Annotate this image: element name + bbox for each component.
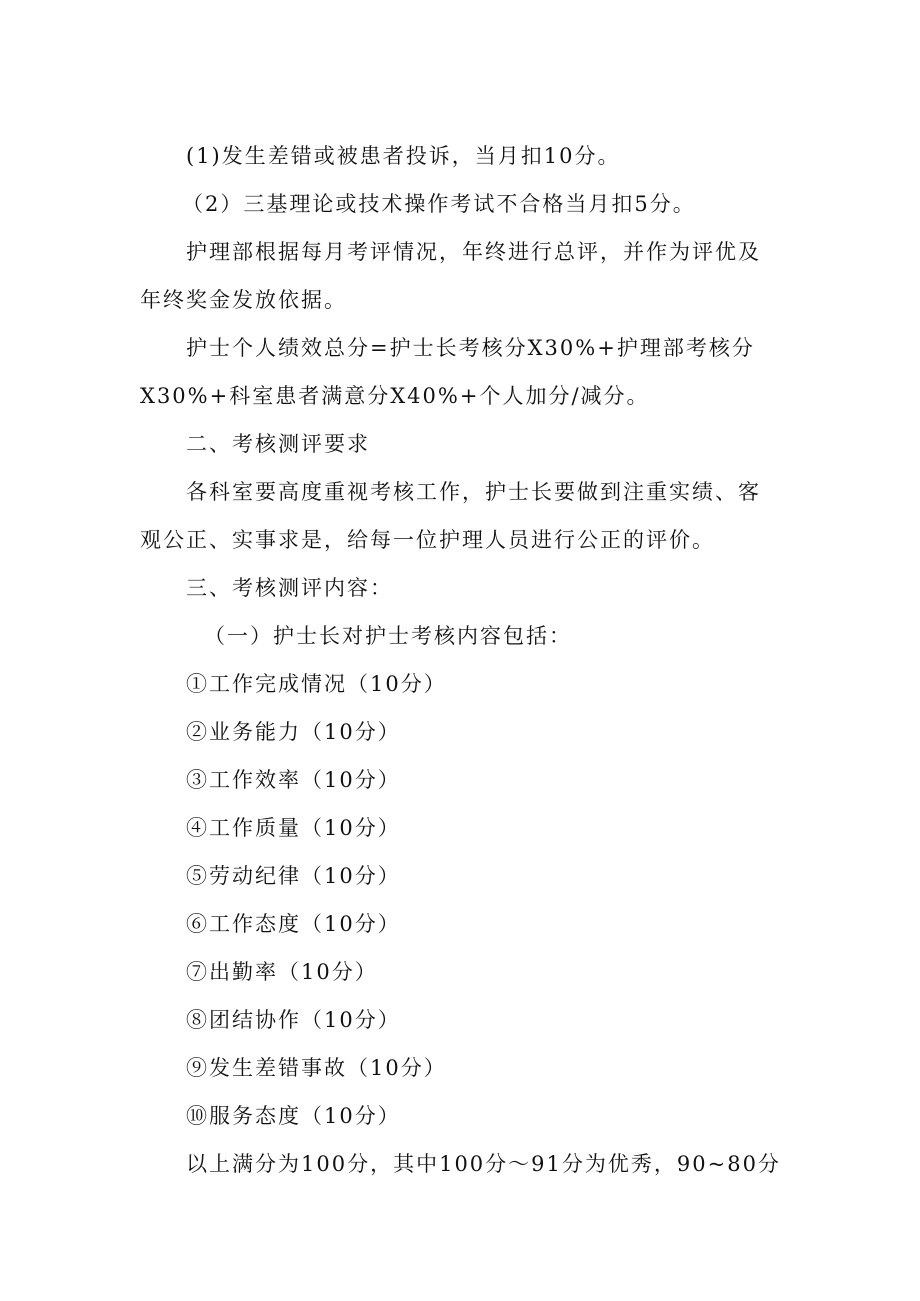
section-heading-requirements: 二、考核测评要求 xyxy=(186,432,370,456)
paragraph-line-9: 观公正、实事求是，给每一位护理人员进行公正的评价。 xyxy=(140,528,715,552)
paragraph-line-5: 护士个人绩效总分=护士长考核分X30%+护理部考核分 xyxy=(186,336,755,360)
paragraph-line-3: 护理部根据每月考评情况，年终进行总评，并作为评优及 xyxy=(186,240,761,264)
list-item-4: ④工作质量（10分） xyxy=(186,816,401,840)
list-item-6: ⑥工作态度（10分） xyxy=(186,912,401,936)
paragraph-line-1: (1)发生差错或被患者投诉，当月扣10分。 xyxy=(186,144,621,168)
list-item-3: ③工作效率（10分） xyxy=(186,768,401,792)
list-item-5: ⑤劳动纪律（10分） xyxy=(186,864,401,888)
list-item-2: ②业务能力（10分） xyxy=(186,720,401,744)
list-item-7: ⑦出勤率（10分） xyxy=(186,960,378,984)
paragraph-line-6: X30%+科室患者满意分X40%+个人加分/减分。 xyxy=(140,384,650,408)
list-item-8: ⑧团结协作（10分） xyxy=(186,1008,401,1032)
subsection-heading: （一）护士长对护士考核内容包括： xyxy=(204,624,572,648)
paragraph-line-8: 各科室要高度重视考核工作，护士长要做到注重实绩、客 xyxy=(186,480,761,504)
paragraph-line-2: （2）三基理论或技术操作考试不合格当月扣5分。 xyxy=(182,192,696,216)
section-heading-content: 三、考核测评内容： xyxy=(186,576,393,600)
list-item-1: ①工作完成情况（10分） xyxy=(186,672,447,696)
paragraph-line-22: 以上满分为100分，其中100分～91分为优秀，90~80分 xyxy=(186,1152,781,1176)
paragraph-line-4: 年终奖金发放依据。 xyxy=(140,288,347,312)
list-item-10: ⑩服务态度（10分） xyxy=(186,1104,401,1128)
list-item-9: ⑨发生差错事故（10分） xyxy=(186,1056,447,1080)
